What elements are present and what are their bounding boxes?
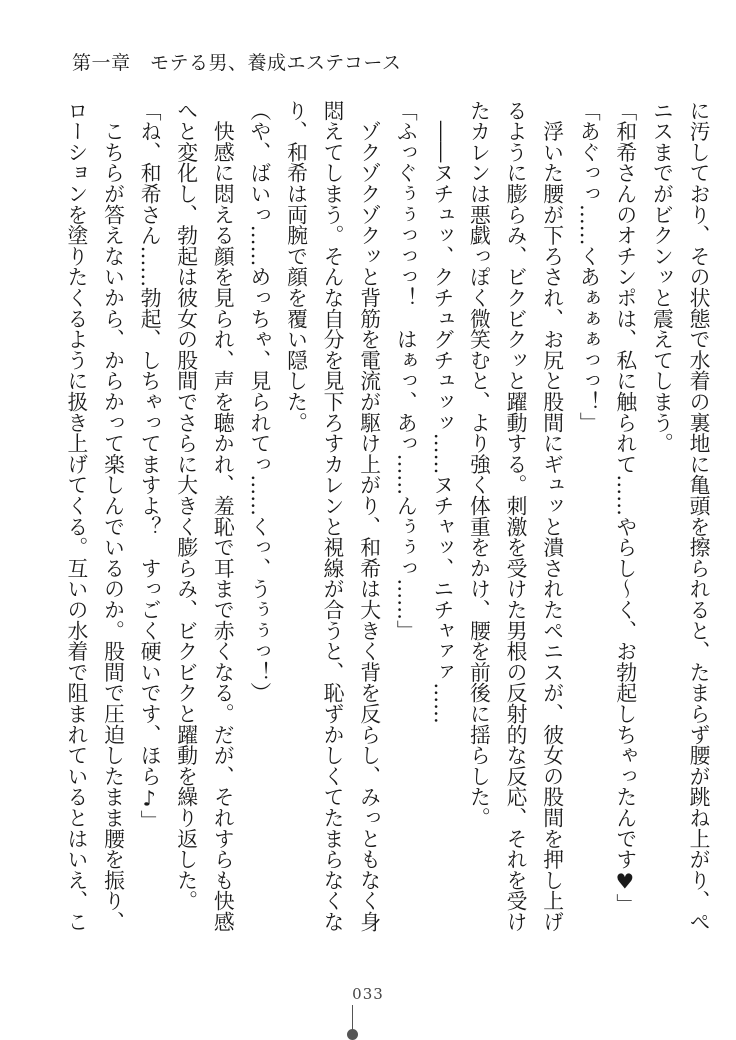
- text-column: たカレンは悪戯っぽく微笑むと、より強く体重をかけ、腰を前後に揺らした。: [466, 100, 491, 828]
- text-column: こちらが答えないから、からかって楽しんでいるのか。股間で圧迫したまま腰を振り、: [100, 100, 125, 932]
- text-column: 「あぐっっ……くあぁぁぁっっ！」: [576, 100, 601, 433]
- text-column: 悶えてしまう。そんな自分を見下ろすカレンと視線が合うと、恥ずかしくてたまらなくな: [320, 100, 345, 932]
- text-column: に汚しており、その状態で水着の裏地に亀頭を擦られると、たまらず腰が跳ね上がり、ぺ: [686, 100, 710, 932]
- page-marker-dot-icon: [347, 1029, 358, 1040]
- text-column: 浮いた腰が下ろされ、お尻と股間にギュッと潰されたペニスが、彼女の股間を押し上げ: [539, 100, 564, 932]
- text-column: ――ヌチュッ、クチュグチュッッ……ヌチャッ、ニチャァァ……: [429, 100, 454, 724]
- text-column: ニスまでがビクンッと震えてしまう。: [649, 100, 674, 454]
- text-column: ゾクゾクゾクッと背筋を電流が駆け上がり、和希は大きく背を反らし、みっともなく身: [356, 100, 381, 932]
- text-column: 「ふっぐぅぅっっっ！ はぁっ、あっ……んぅぅっ……」: [393, 100, 418, 641]
- text-column: へと変化し、勃起は彼女の股間でさらに大きく膨らみ、ビクビクと躍動を繰り返した。: [173, 100, 198, 912]
- page-number: 033: [352, 985, 384, 1003]
- text-column: 「和希さんのオチンポは、私に触られて……やらし～く、お勃起しちゃったんです♥」: [612, 100, 637, 915]
- vertical-body-text: [57, 100, 716, 936]
- text-column: ローションを塗りたくるように扱き上げてくる。互いの水着で阻まれているとはいえ、こ: [63, 100, 88, 932]
- text-column: るように膨らみ、ビクビクッと躍動する。刺激を受けた男根の反射的な反応、それを受け: [503, 100, 528, 932]
- text-column: 快感に悶える顔を見られ、声を聴かれ、羞恥で耳まで赤くなる。だが、それすらも快感: [210, 100, 235, 932]
- text-column: り、和希は両腕で顔を覆い隠した。: [283, 100, 308, 433]
- text-column: 「ね、和希さん……勃起、しちゃってますよ？ すっごく硬いです、ほら♪」: [137, 100, 162, 832]
- page-marker-line: [352, 1005, 353, 1031]
- text-column: （や、ばいっ……めっちゃ、見られてっ……くっ、うぅぅっ！）: [246, 100, 271, 704]
- chapter-header: 第一章 モテる男、養成エステコース: [72, 52, 402, 74]
